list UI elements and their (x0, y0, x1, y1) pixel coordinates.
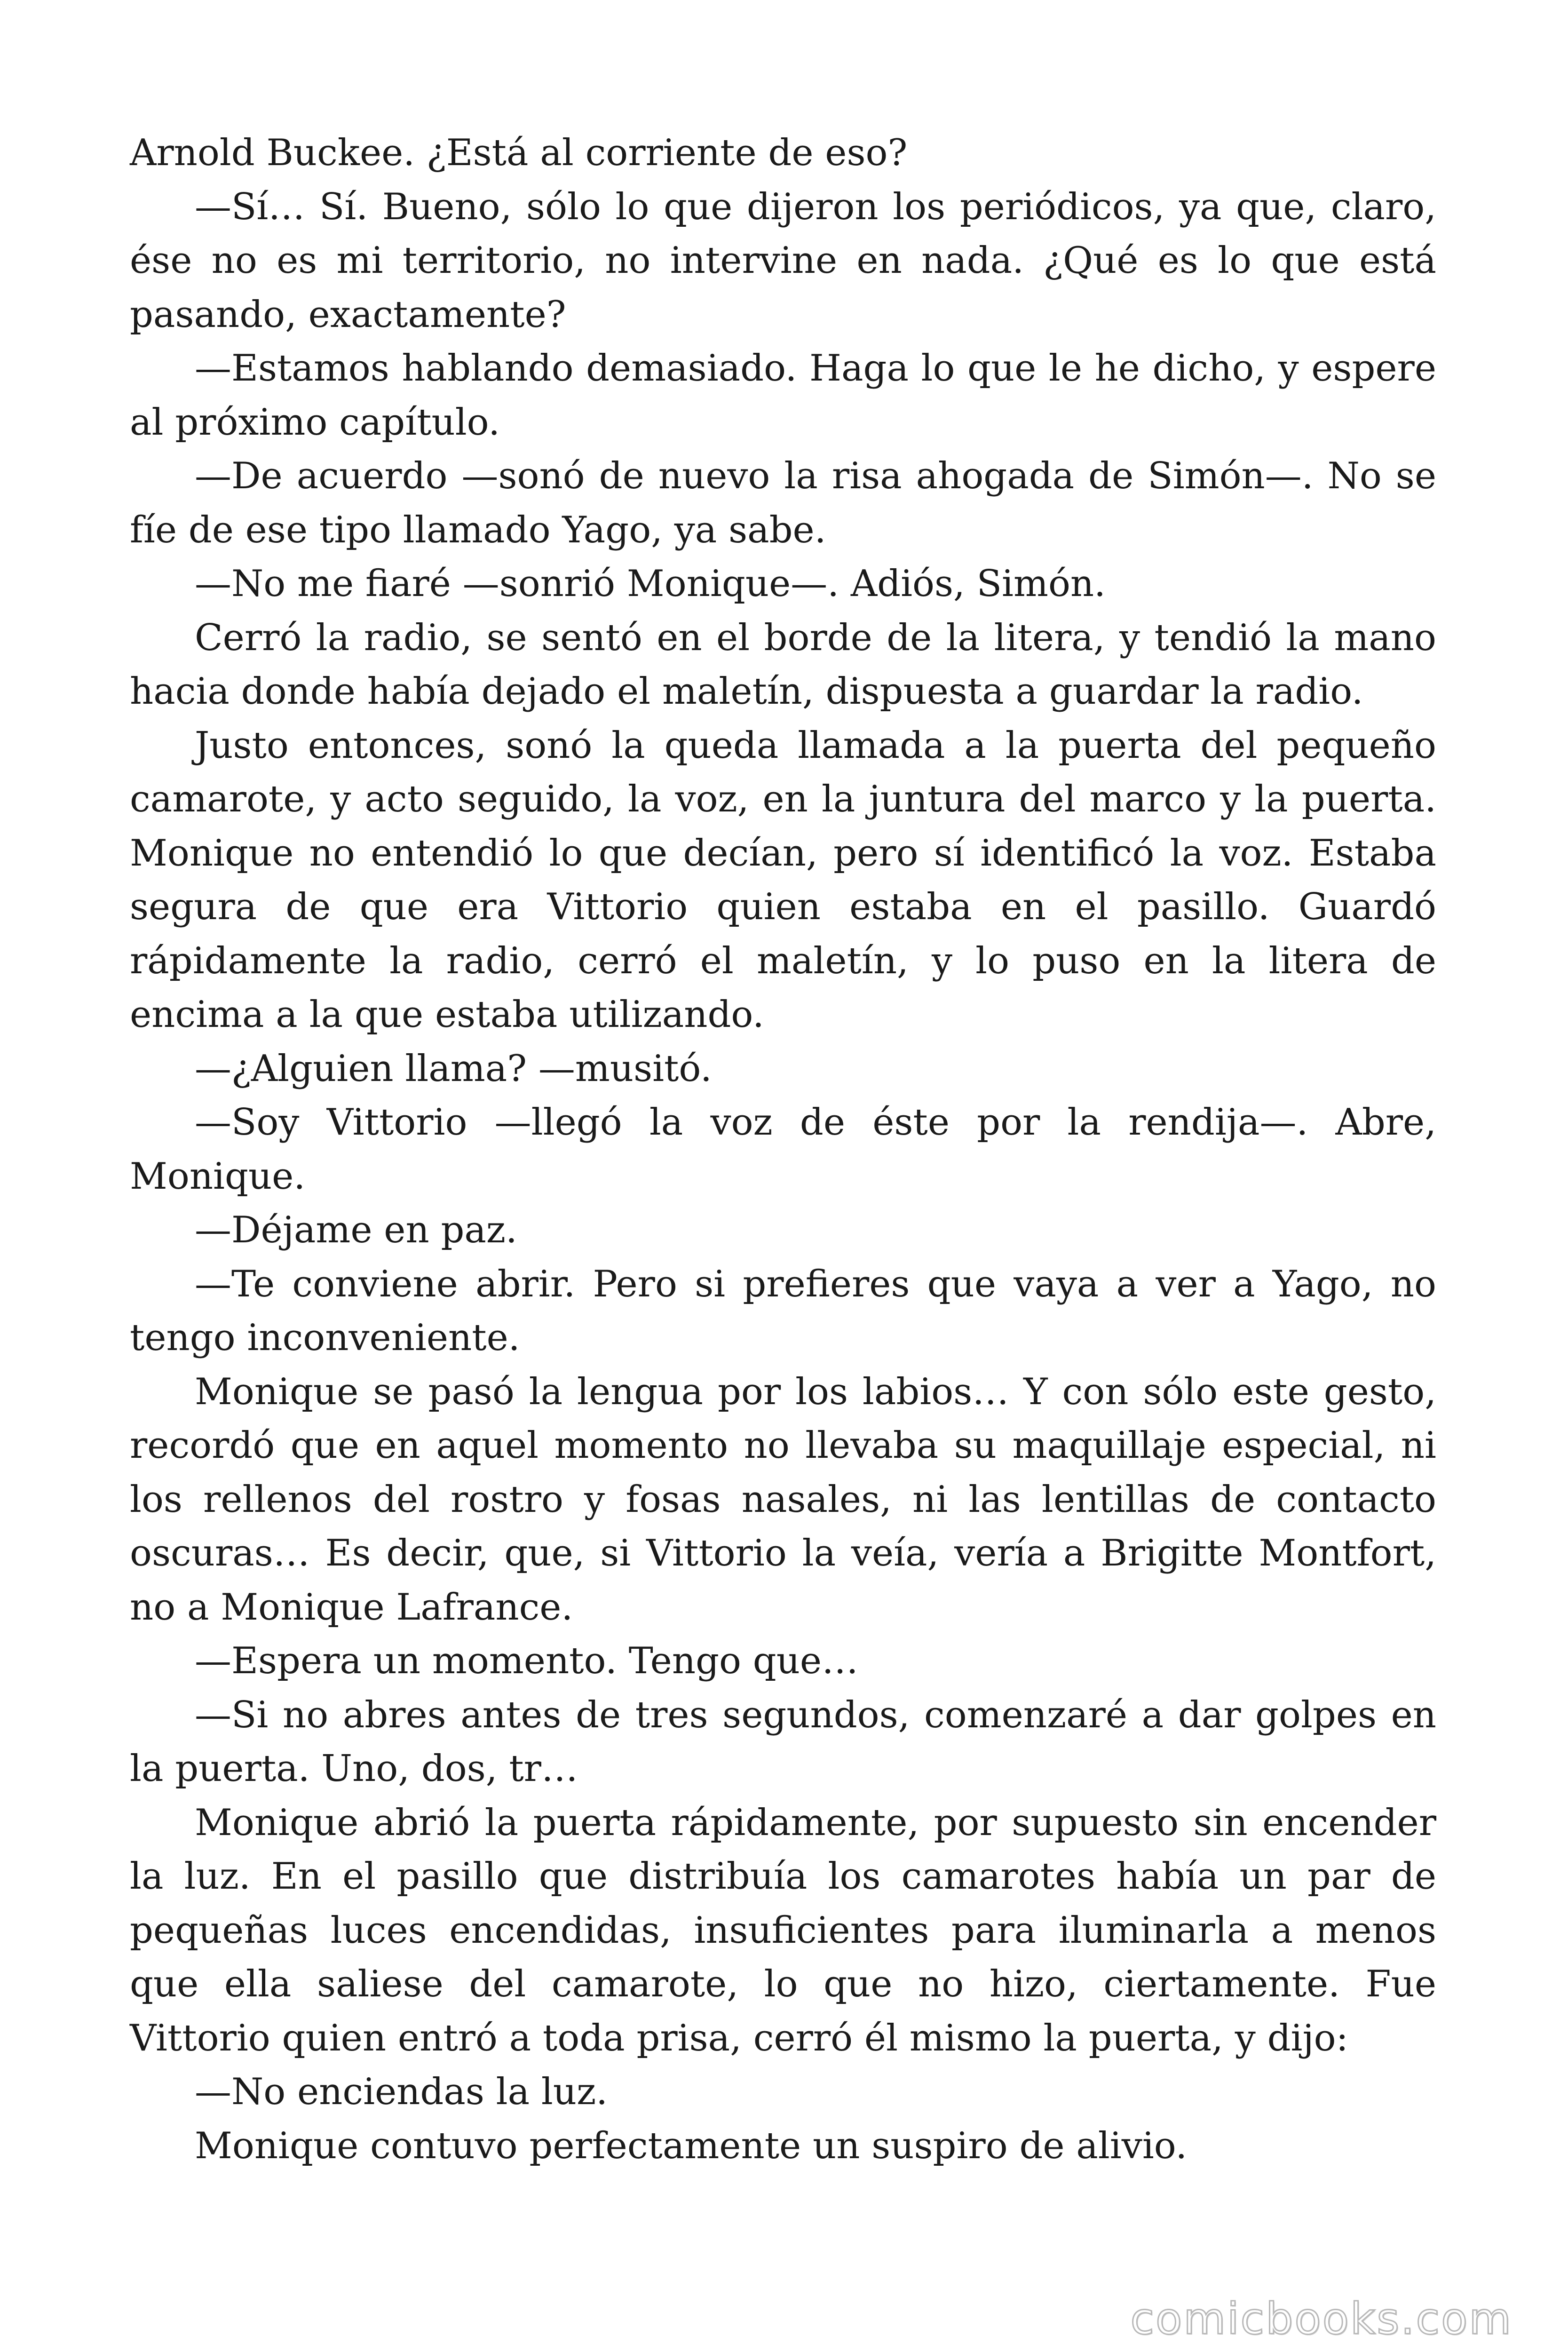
paragraph: —Te conviene abrir. Pero si prefieres que vaya a ver a Yago, no tengo inconveniente. (130, 1263, 1436, 1359)
paragraph: —De acuerdo —sonó de nuevo la risa ahogada de Simón—. No se fíe de ese tipo llamado Yago, ya sabe. (130, 455, 1436, 551)
paragraph: Monique se pasó la lengua por los labios… Y con sólo este gesto, recordó que en aquel momento no llevaba su maquillaje especial, ni los rellenos del rostro y fosas nasales, ni las lentillas de contacto oscuras… Es decir, que, si Vittorio la veía, vería a Brigitte Montfort, no a Monique Lafrance. (130, 1370, 1436, 1629)
watermark: comicbooks.com (1130, 2294, 1513, 2344)
paragraph: Arnold Buckee. ¿Está al corriente de eso? (130, 132, 908, 174)
paragraph: —Sí… Sí. Bueno, sólo lo que dijeron los periódicos, ya que, claro, ése no es mi territorio, no intervine en nada. ¿Qué es lo que está pasando, exactamente? (130, 185, 1436, 336)
paragraph: Justo entonces, sonó la queda llamada a la puerta del pequeño camarote, y acto seguido, la voz, en la juntura del marco y la puerta. Monique no entendió lo que decían, pero sí identificó la voz. Estaba segura de que era Vittorio quien estaba en el pasillo. Guardó rápidamente la radio, cerró el maletín, y lo puso en la litera de encima a la que estaba utilizando. (130, 724, 1436, 1036)
paragraph: Cerró la radio, se sentó en el borde de la litera, y tendió la mano hacia donde había dejado el maletín, dispuesta a guardar la radio. (130, 616, 1436, 713)
paragraph: —Espera un momento. Tengo que… (195, 1640, 859, 1682)
body-text (130, 126, 1436, 2173)
paragraph: —Estamos hablando demasiado. Haga lo que le he dicho, y espere al próximo capítulo. (130, 347, 1436, 444)
paragraph: —Déjame en paz. (195, 1209, 517, 1251)
paragraph: —No me fiaré —sonrió Monique—. Adiós, Simón. (195, 563, 1106, 605)
paragraph: —¿Alguien llama? —musitó. (195, 1047, 712, 1090)
paragraph: Monique contuvo perfectamente un suspiro de alivio. (195, 2124, 1188, 2167)
paragraph: —No enciendas la luz. (195, 2071, 608, 2113)
paragraph: —Soy Vittorio —llegó la voz de éste por la rendija—. Abre, Monique. (130, 1101, 1436, 1198)
paragraph: Monique abrió la puerta rápidamente, por supuesto sin encender la luz. En el pasillo que distribuía los camarotes había un par de pequeñas luces encendidas, insuficientes para iluminarla a menos que ella saliese del camarote, lo que no hizo, ciertamente. Fue Vittorio quien entró a toda prisa, cerró él mismo la puerta, y dijo: (130, 1801, 1436, 2059)
paragraph: —Si no abres antes de tres segundos, comenzaré a dar golpes en la puerta. Uno, dos, tr… (130, 1693, 1436, 1790)
